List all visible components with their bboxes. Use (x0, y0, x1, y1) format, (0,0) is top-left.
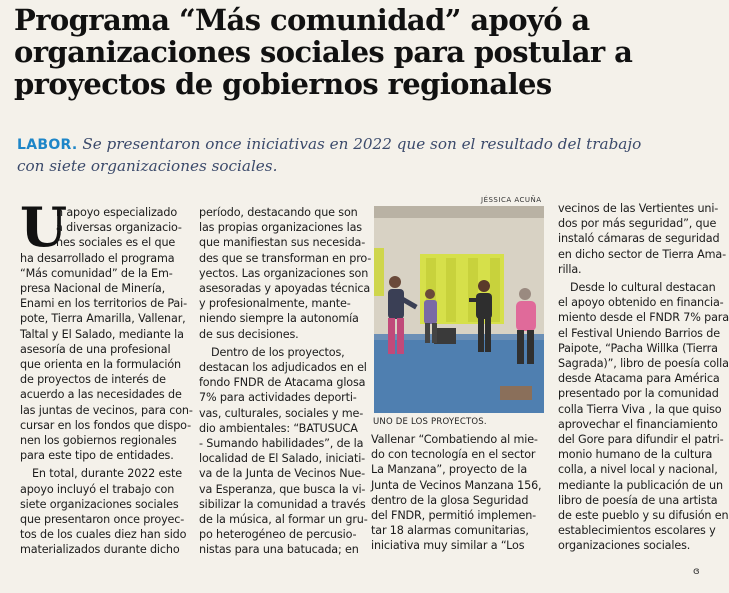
text-line: de este pueblo y su difusión en (558, 509, 729, 523)
body-column-2 (199, 205, 372, 558)
text-line: ha desarrollado el programa (20, 251, 175, 265)
text-line: organizaciones sociales. (558, 539, 691, 553)
text-line: Sagrada)”, libro de poesía colla (558, 357, 729, 371)
text-line: pote, Tierra Amarilla, Vallenar, (20, 312, 186, 326)
text-line: destacan los adjudicados en el (199, 361, 367, 375)
text-line: po heterogéneo de percusio- (199, 528, 357, 542)
text-line: el apoyo obtenido en financia- (558, 296, 724, 310)
text-line: nen los gobiernos regionales (20, 434, 177, 448)
text-line: des que se transforman en pro- (199, 251, 372, 265)
text-line: cursar en los fondos que dispo- (20, 418, 191, 432)
deck-text-1: Se presentaron once iniciativas en 2022 que son el resultado del trabajo (82, 135, 642, 153)
text-line: En total, durante 2022 este (32, 467, 182, 481)
text-line: instaló cámaras de seguridad (558, 232, 720, 246)
text-line: del FNDR, permitió implemen- (371, 509, 537, 523)
headline (14, 4, 714, 100)
text-line: Taltal y El Salado, mediante la (20, 327, 184, 341)
text-line: 7% para actividades deporti- (199, 391, 357, 405)
text-line: las propias organizaciones las (199, 221, 362, 235)
dropcap: U (20, 195, 68, 259)
text-line: nistas para una batucada; en (199, 543, 359, 557)
text-line: iniciativa muy similar a “Los (371, 539, 525, 553)
text-line: Desde lo cultural destacan (570, 281, 716, 295)
photo-illustration (374, 206, 544, 413)
text-line: en dicho sector de Tierra Ama- (558, 247, 727, 261)
text-line: desde Atacama para América (558, 372, 720, 386)
text-line: La Manzana”, proyecto de la (371, 463, 528, 477)
text-line: colla, a nivel local y nacional, (558, 463, 718, 477)
text-line: que manifiestan sus necesida- (199, 236, 366, 250)
text-line: miento desde el FNDR 7% para (558, 311, 729, 325)
text-line: nes sociales es el que (56, 236, 176, 250)
end-mark: ɞ (693, 566, 700, 577)
text-line: mediante la publicación de un (558, 478, 723, 492)
text-line: niendo siempre la autonomía (199, 312, 359, 326)
text-line: Junta de Vecinos Manzana 156, (371, 478, 542, 492)
text-line: fondo FNDR de Atacama glosa (199, 376, 366, 390)
text-line: dos por más seguridad”, que (558, 217, 717, 231)
text-line: “Más comunidad” de la Em- (20, 266, 173, 280)
deck-line-2: con siete organizaciones sociales. (17, 157, 278, 175)
text-line: vecinos de las Vertientes uni- (558, 202, 719, 215)
text-line: Enami en los territorios de Pai- (20, 297, 187, 311)
text-line: dentro de la glosa Seguridad (371, 493, 529, 507)
text-line: Dentro de los proyectos, (211, 345, 345, 359)
text-line: materializados durante dicho (20, 543, 180, 557)
text-line: asesoría de una profesional (20, 342, 171, 356)
text-line: Vallenar “Combatiendo al mie- (371, 433, 538, 446)
text-line: presa Nacional de Minería, (20, 282, 166, 296)
photo-credit: JÉSSICA ACUÑA (481, 196, 542, 204)
text-line: las juntas de vecinos, para con- (20, 403, 193, 417)
text-line: el Festival Uniendo Barrios de (558, 326, 720, 340)
text-line: Paipote, “Pacha Willka (Tierra (558, 341, 718, 355)
text-line: para este tipo de entidades. (20, 449, 174, 463)
text-line: localidad de El Salado, iniciati- (199, 452, 366, 466)
deck-kicker: LABOR. (17, 137, 78, 153)
text-line: aprovechar el financiamiento (558, 417, 718, 431)
text-line: colla Tierra Viva , la que quiso (558, 402, 722, 416)
text-line: período, destacando que son (199, 206, 358, 219)
text-line: que presentaron once proyec- (20, 513, 185, 527)
headline-line-2: organizaciones sociales para postular a (14, 35, 633, 69)
text-line: monio humano de la cultura (558, 448, 713, 462)
text-line: tar 18 alarmas comunitarias, (371, 524, 529, 538)
photo-caption: UNO DE LOS PROYECTOS. (373, 417, 487, 427)
headline-line-3: proyectos de gobiernos regionales (14, 67, 552, 101)
text-line: de la música, al formar un gru- (199, 513, 368, 527)
text-line: vas, culturales, sociales y me- (199, 406, 364, 420)
text-line: de proyectos de interés de (20, 373, 166, 387)
text-line: de sus decisiones. (199, 327, 299, 341)
text-line: y profesionalmente, mante- (199, 297, 351, 311)
text-line: n apoyo especializado (56, 206, 178, 219)
body-column-3 (371, 432, 547, 554)
body-column-1 (20, 195, 193, 558)
text-line: presentado por la comunidad (558, 387, 719, 401)
deck (17, 134, 707, 177)
text-line: - Sumando habilidades”, de la (199, 437, 364, 451)
text-line: asesoradas y apoyadas técnica (199, 282, 371, 296)
text-line: do con tecnología en el sector (371, 448, 536, 462)
text-line: acuerdo a las necesidades de (20, 388, 182, 402)
headline-line-1: Programa “Más comunidad” apoyó a (14, 3, 590, 37)
text-line: del Gore para difundir el patri- (558, 433, 724, 447)
text-line: sibilizar la comunidad a través (199, 497, 366, 511)
text-line: a diversas organizacio- (56, 221, 182, 235)
text-line: tos de los cuales diez han sido (20, 528, 187, 542)
text-line: va Esperanza, que busca la vi- (199, 482, 366, 496)
text-line: establecimientos escolares y (558, 524, 716, 538)
text-line: libro de poesía de una artista (558, 493, 718, 507)
text-line: siete organizaciones sociales (20, 497, 179, 511)
body-column-4 (558, 201, 729, 554)
text-line: dio ambientales: “BATUSUCA (199, 421, 358, 435)
article-photo (374, 206, 544, 413)
text-line: rilla. (558, 262, 582, 276)
text-line: va de la Junta de Vecinos Nue- (199, 467, 366, 481)
text-line: yectos. Las organizaciones son (199, 266, 369, 280)
text-line: que orienta en la formulación (20, 358, 181, 372)
deck-line-1 (17, 134, 707, 156)
text-line: apoyo incluyó el trabajo con (20, 482, 175, 496)
